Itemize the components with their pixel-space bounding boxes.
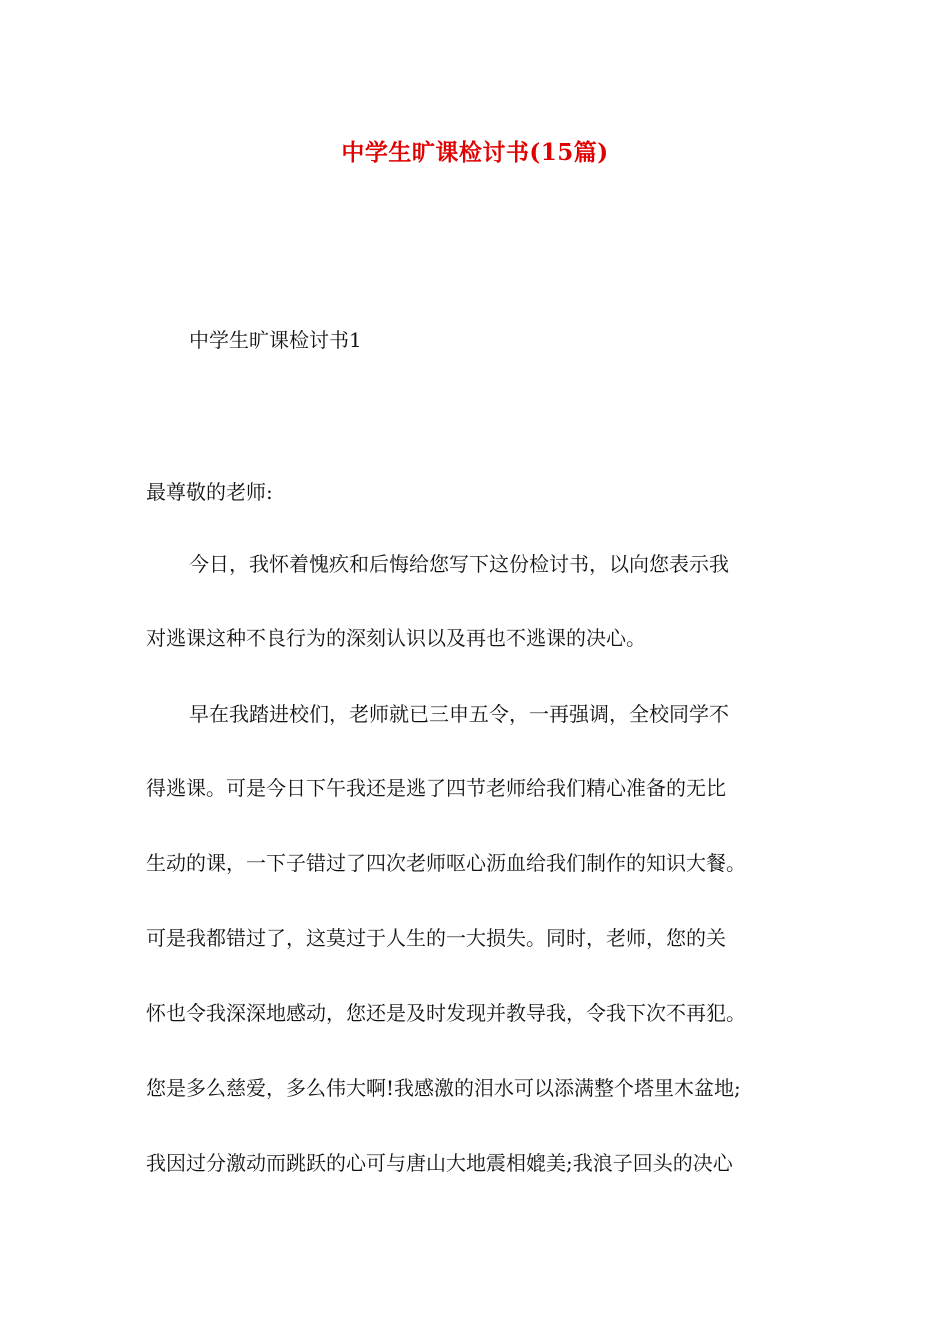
section-heading: 中学生旷课检讨书1 bbox=[189, 328, 362, 352]
document-title: 中学生旷课检讨书(15篇) bbox=[341, 139, 609, 166]
body-line: 生动的课，一下子错过了四次老师呕心沥血给我们制作的知识大餐。 bbox=[146, 851, 746, 875]
body-line: 怀也令我深深地感动，您还是及时发现并教导我，令我下次不再犯。 bbox=[146, 1001, 746, 1025]
body-line: 可是我都错过了，这莫过于人生的一大损失。同时，老师，您的关 bbox=[146, 926, 726, 950]
body-line: 今日，我怀着愧疚和后悔给您写下这份检讨书，以向您表示我 bbox=[189, 552, 729, 576]
body-line: 您是多么慈爱，多么伟大啊!我感激的泪水可以添满整个塔里木盆地; bbox=[146, 1076, 741, 1100]
body-line: 我因过分激动而跳跃的心可与唐山大地震相媲美;我浪子回头的决心 bbox=[146, 1151, 733, 1175]
body-line: 对逃课这种不良行为的深刻认识以及再也不逃课的决心。 bbox=[146, 626, 646, 650]
salutation: 最尊敬的老师: bbox=[146, 480, 273, 504]
body-line: 得逃课。可是今日下午我还是逃了四节老师给我们精心准备的无比 bbox=[146, 776, 726, 800]
body-line: 早在我踏进校们，老师就已三申五令，一再强调，全校同学不 bbox=[189, 702, 729, 726]
